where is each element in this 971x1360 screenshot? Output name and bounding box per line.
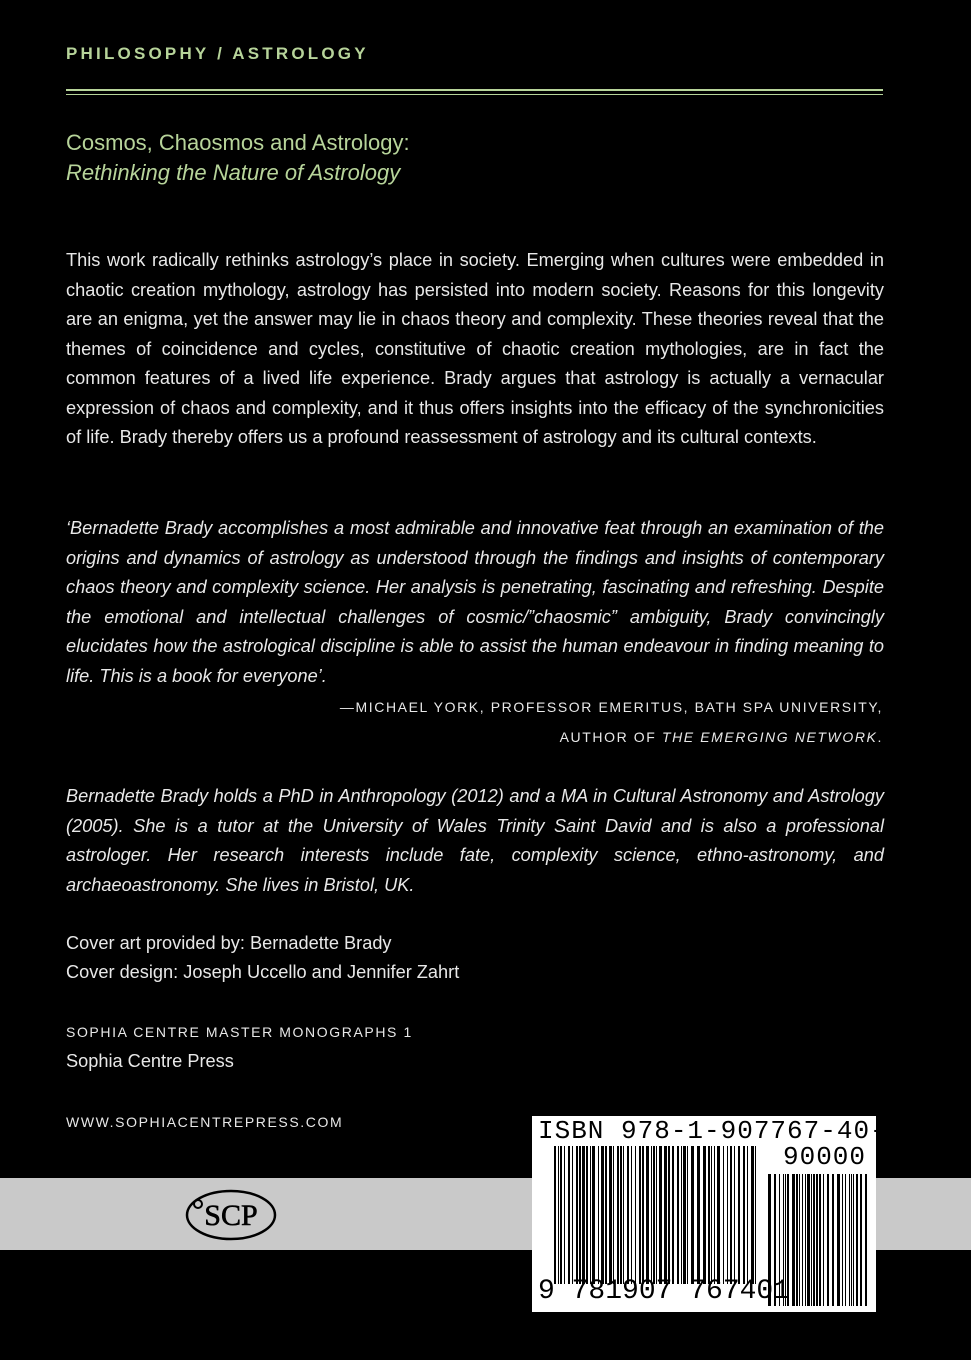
barcode-bar — [842, 1174, 843, 1306]
barcode-bar — [711, 1146, 712, 1284]
barcode-bar — [727, 1146, 728, 1284]
barcode-bar — [592, 1146, 595, 1284]
barcode-bar — [717, 1146, 720, 1284]
barcode-bar — [714, 1146, 715, 1284]
barcode-bar — [796, 1174, 798, 1306]
barcode-bar — [642, 1146, 644, 1284]
attribution-line-1: —MICHAEL YORK, PROFESSOR EMERITUS, BATH SPA UNIVERSITY, — [339, 699, 883, 715]
description: This work radically rethinks astrology’s place in society. Emerging when cultures were embedded in chaotic creation mythology, astrology has persisted into modern society. Reasons for this longevity are an enigma, yet the answer may lie in chaos theory and complexity. These theories reveal that the themes of coincidence and cycles, constitutive of chaotic creation mythologies, are in fact the common features of a lived life experience. Brady argues that astrology is actually a vernacular expression of chaos and complexity, and it thus offers insights into the efficacy of the synchronicities of life. Brady thereby offers us a profound reassessment of astrology and its cultural contexts. — [66, 250, 884, 447]
barcode-bar — [659, 1146, 662, 1284]
barcode-bar — [668, 1146, 670, 1284]
barcode-bar — [832, 1174, 834, 1306]
barcode-bar — [819, 1174, 821, 1306]
barcode-bar — [813, 1174, 815, 1306]
barcode-bar — [564, 1146, 565, 1284]
barcode-bar — [639, 1146, 641, 1284]
barcode-bar — [697, 1146, 700, 1284]
barcode-bar — [582, 1146, 585, 1284]
barcode-bar — [560, 1146, 562, 1284]
barcode-bar — [691, 1146, 694, 1284]
barcode-bar — [738, 1146, 740, 1284]
barcode-bar — [755, 1146, 756, 1284]
barcode-bar — [677, 1146, 679, 1284]
barcode-bar — [653, 1146, 655, 1284]
barcode-bar — [856, 1174, 858, 1306]
scp-logo — [184, 1188, 278, 1242]
barcode-bar — [613, 1146, 614, 1284]
ean-number: 9 781907 767401 — [538, 1276, 791, 1307]
barcode-bar — [851, 1174, 852, 1306]
barcode-bar — [799, 1174, 800, 1306]
top-rule — [66, 89, 883, 91]
cover-design-credit: Cover design: Joseph Uccello and Jennifer Zahrt — [66, 962, 460, 982]
title-main: Cosmos, Chaosmos and Astrology: — [66, 130, 410, 155]
barcode-bar — [853, 1174, 854, 1306]
author-bio: Bernadette Brady holds a PhD in Anthropology (2012) and a MA in Cultural Astronomy and Astrology (2005). She is a tutor at the University of Wales Trinity Saint David and is also a professional astrologer. Her research interests include fate, complexity science, ethno-astronomy, and archaeoastronomy. She lives in Bristol, UK. — [66, 786, 884, 895]
barcode-bar — [617, 1146, 619, 1284]
book-title — [66, 128, 886, 188]
barcode-bar — [572, 1146, 573, 1284]
barcode-bar — [672, 1146, 674, 1284]
barcode-bar — [558, 1146, 559, 1284]
barcode-bar — [827, 1174, 829, 1306]
barcode-bar — [656, 1146, 657, 1284]
barcode-bar — [845, 1174, 846, 1306]
barcode-bar — [623, 1146, 624, 1284]
barcode-bar — [601, 1146, 604, 1284]
barcode — [532, 1116, 904, 1312]
barcode-bar — [579, 1146, 581, 1284]
barcode-bar — [590, 1146, 591, 1284]
website-link[interactable]: WWW.SOPHIACENTREPRESS.COM — [66, 1114, 344, 1130]
addon-number: 90000 — [782, 1142, 866, 1172]
barcode-bar — [811, 1174, 812, 1306]
barcode-bar — [609, 1146, 612, 1284]
barcode-bar — [598, 1146, 599, 1284]
barcode-bar — [751, 1146, 754, 1284]
barcode-bar — [635, 1146, 636, 1284]
barcode-bar — [708, 1146, 710, 1284]
barcode-bar — [664, 1146, 667, 1284]
barcode-bar — [823, 1174, 824, 1306]
barcode-bar — [681, 1146, 682, 1284]
barcode-bar — [792, 1174, 795, 1306]
barcode-bar — [734, 1146, 735, 1284]
barcode-bar — [805, 1174, 806, 1306]
isbn-text: ISBN 978-1-907767-40-1 — [538, 1116, 904, 1146]
barcode-bar — [816, 1174, 818, 1306]
barcode-bar — [730, 1146, 732, 1284]
series-name: SOPHIA CENTRE MASTER MONOGRAPHS 1 — [66, 1024, 413, 1040]
barcode-bar — [620, 1146, 622, 1284]
barcode-bar — [743, 1146, 745, 1284]
barcode-bar — [865, 1174, 867, 1306]
barcode-bar — [802, 1174, 803, 1306]
barcode-bar — [627, 1146, 629, 1284]
attribution-book: THE EMERGING NETWORK — [661, 729, 878, 745]
cover-art-credit: Cover art provided by: Bernadette Brady — [66, 933, 392, 953]
barcode-bar — [837, 1174, 840, 1306]
quote-attribution — [340, 692, 883, 752]
attribution-line-2: AUTHOR OF THE EMERGING NETWORK. — [559, 729, 883, 745]
barcode-bar — [576, 1146, 578, 1284]
barcode-bar — [747, 1146, 748, 1284]
category-label: PHILOSOPHY / ASTROLOGY — [66, 44, 369, 63]
barcode-bar — [586, 1146, 588, 1284]
endorsement-quote: ‘Bernadette Brady accomplishes a most admirable and innovative feat through an examination of the origins and dynamics of astrology as understood through the findings and insights of contemporary chaos theory and complexity science. Her analysis is penetrating, fascinating and refreshing. Despite the emotional and intellectual challenges of cosmic/”chaosmic” ambiguity, Brady convincingly elucidates how the astrological discipline is able to assist the human endeavour in finding meaning to life. This is a book for everyone’. — [66, 518, 884, 686]
barcode-bar — [554, 1146, 556, 1284]
barcode-bar — [651, 1146, 652, 1284]
barcode-bar — [703, 1146, 706, 1284]
barcode-bar — [860, 1174, 862, 1306]
barcode-bar — [605, 1146, 607, 1284]
barcode-bar — [631, 1146, 632, 1284]
barcode-bar — [723, 1146, 724, 1284]
barcode-bar — [646, 1146, 649, 1284]
publisher-name: Sophia Centre Press — [66, 1051, 234, 1071]
barcode-bar — [687, 1146, 688, 1284]
title-subtitle: Rethinking the Nature of Astrology — [66, 160, 401, 185]
logo-text: SCP — [204, 1199, 258, 1232]
barcode-bar — [849, 1174, 850, 1306]
barcode-bar — [683, 1146, 686, 1284]
barcode-bar — [568, 1146, 570, 1284]
barcode-bar — [807, 1174, 810, 1306]
top-rule-2 — [66, 94, 883, 95]
